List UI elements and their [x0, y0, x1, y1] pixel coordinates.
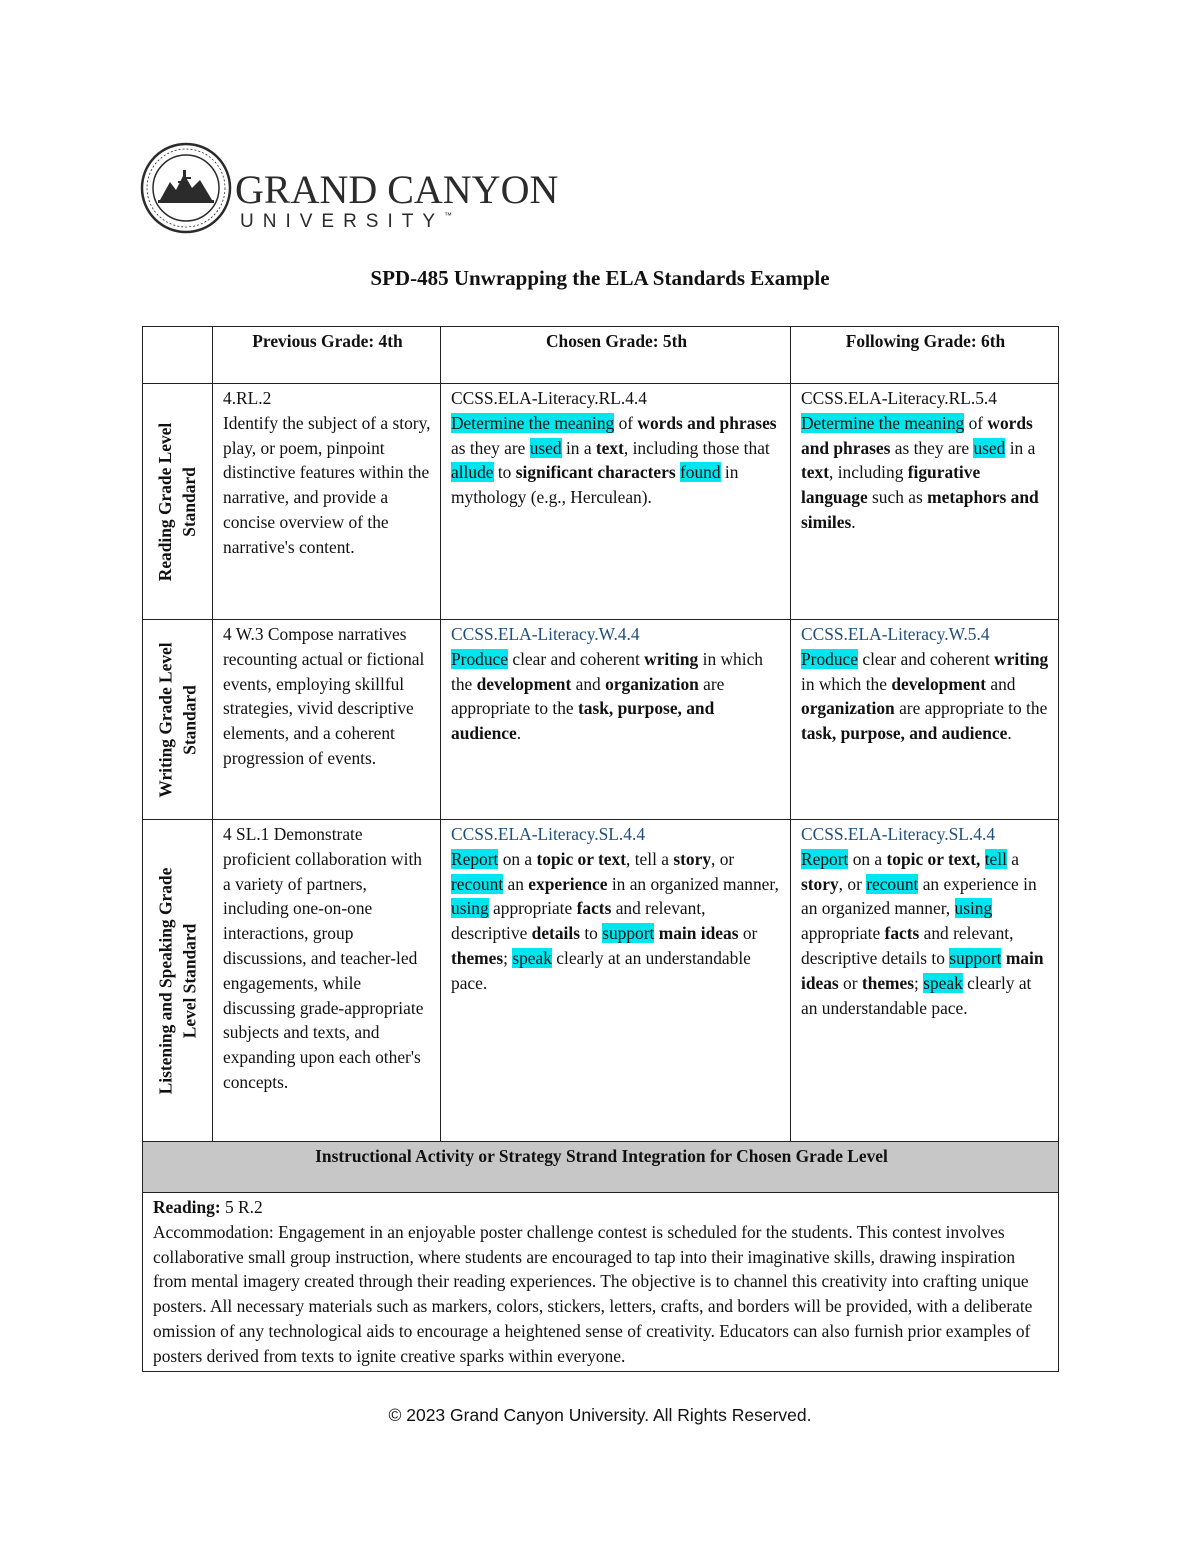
- verb-highlight: used: [973, 437, 1006, 458]
- university-seal-icon: [140, 142, 232, 234]
- verb-highlight: support: [602, 923, 655, 944]
- speaking-label-line1: Listening and Speaking Grade: [155, 867, 176, 1094]
- text-run: ;: [914, 972, 924, 993]
- text-run: , or: [838, 873, 867, 894]
- text-run: appropriate: [488, 898, 577, 919]
- verb-highlight: tell: [984, 848, 1007, 869]
- noun-bold: task, purpose, and audience: [451, 698, 715, 744]
- text-run: as they are: [890, 437, 974, 458]
- text-run: in an organized manner,: [607, 873, 779, 894]
- strand-label: Reading:: [153, 1197, 221, 1217]
- verb-highlight: allude: [451, 462, 494, 483]
- logo-wordmark-line1: GRAND CANYON: [235, 167, 559, 212]
- text-run: ;: [503, 947, 513, 968]
- reading-row: [143, 384, 1059, 620]
- noun-bold: experience: [528, 873, 608, 894]
- noun-bold: topic or text: [536, 848, 627, 869]
- text-run: or: [738, 923, 758, 944]
- text-run: a: [1006, 848, 1020, 869]
- noun-bold: details: [531, 923, 580, 944]
- strand-content-cell: [143, 1193, 1059, 1372]
- text-run: .: [851, 511, 856, 532]
- noun-bold: facts: [576, 898, 612, 919]
- reading-chosen-cell: [441, 384, 791, 620]
- verb-highlight: support: [949, 947, 1002, 968]
- text-run: in a: [1005, 437, 1036, 458]
- text-run: to: [493, 462, 516, 483]
- reading-following-cell: [791, 384, 1059, 620]
- reading-previous-text: Identify the subject of a story, play, or poem, pinpoint distinctive features within the narrative, and provide a concise overview of the narrative's content.: [223, 412, 431, 557]
- page-title: SPD-485 Unwrapping the ELA Standards Example: [370, 266, 830, 290]
- verb-highlight: using: [954, 898, 993, 919]
- verb-highlight: Report: [801, 848, 849, 869]
- reading-following-code: CCSS.ELA-Literacy.RL.5.4: [801, 388, 997, 408]
- noun-bold: topic or text,: [886, 848, 981, 869]
- noun-bold: main ideas: [801, 947, 1044, 993]
- text-run: are appropriate to the: [451, 673, 725, 719]
- noun-bold: significant characters: [515, 462, 676, 483]
- header-blank: [143, 327, 213, 384]
- verb-highlight: recount: [451, 873, 504, 894]
- noun-bold: themes: [861, 972, 915, 993]
- noun-bold: figurative language: [801, 462, 981, 508]
- strand-heading: Instructional Activity or Strategy Strand Integration for Chosen Grade Level: [143, 1142, 1059, 1193]
- verb-highlight: using: [451, 898, 489, 919]
- text-run: and: [571, 673, 606, 694]
- verb-highlight: found: [679, 462, 721, 483]
- verb-highlight: Determine the meaning: [801, 412, 965, 433]
- speaking-following-cell: [791, 820, 1059, 1142]
- noun-bold: facts: [884, 923, 920, 944]
- noun-bold: story: [801, 873, 839, 894]
- text-run: and relevant, descriptive: [451, 898, 706, 944]
- verb-highlight: Report: [451, 848, 499, 869]
- gcu-logo: [140, 142, 559, 234]
- text-run: such as: [867, 487, 928, 508]
- strand-content-row: [143, 1193, 1059, 1372]
- noun-bold: story: [673, 848, 712, 869]
- text-run: of: [964, 412, 988, 433]
- header-following-grade: Following Grade: 6th: [791, 327, 1059, 384]
- writing-label-line2: Standard: [179, 684, 200, 755]
- text-run: of: [614, 412, 638, 433]
- reading-chosen-code: CCSS.ELA-Literacy.RL.4.4: [451, 388, 647, 408]
- writing-chosen-cell: [441, 620, 791, 820]
- reading-label-line2: Standard: [179, 466, 200, 537]
- verb-highlight: Determine the meaning: [451, 412, 615, 433]
- writing-previous-cell: [213, 620, 441, 820]
- reading-row-label: [143, 384, 213, 620]
- text-run: as they are: [451, 437, 530, 458]
- text-run: appropriate: [801, 923, 885, 944]
- text-run: , including: [829, 462, 908, 483]
- text-run: on a: [498, 848, 537, 869]
- noun-bold: main ideas: [658, 923, 739, 944]
- speaking-row: [143, 820, 1059, 1142]
- text-run: and relevant, descriptive details to: [801, 923, 1014, 968]
- strand-heading-row: [143, 1142, 1059, 1193]
- noun-bold: development: [891, 673, 987, 694]
- strand-code: 5 R.2: [220, 1197, 263, 1217]
- text-run: , or: [711, 848, 735, 869]
- writing-following-code: CCSS.ELA-Literacy.W.5.4: [801, 624, 990, 644]
- trademark-symbol: ™: [444, 211, 453, 220]
- verb-highlight: Produce: [801, 648, 858, 669]
- writing-chosen-code: CCSS.ELA-Literacy.W.4.4: [451, 624, 640, 644]
- reading-previous-code: 4.RL.2: [223, 388, 272, 408]
- verb-highlight: speak: [923, 972, 963, 993]
- verb-highlight: recount: [866, 873, 919, 894]
- noun-bold: organization: [801, 698, 895, 719]
- text-run: to: [579, 923, 603, 944]
- noun-bold: words and phrases: [801, 412, 1033, 458]
- text-run: clearly at an understandable pace.: [451, 947, 751, 993]
- writing-label-line1: Writing Grade Level: [155, 641, 176, 798]
- writing-row-label: [143, 620, 213, 820]
- verb-highlight: Produce: [451, 648, 508, 669]
- writing-previous-text: 4 W.3 Compose narratives recounting actual or fictional events, employing skillful strategies, vivid descriptive elements, and a coherent progression of events.: [223, 624, 425, 768]
- text-run: an: [503, 873, 529, 894]
- text-run: , including those that: [623, 437, 770, 458]
- verb-highlight: speak: [512, 947, 552, 968]
- speaking-row-label: [143, 820, 213, 1142]
- header-previous-grade: Previous Grade: 4th: [213, 327, 441, 384]
- text-run: clear and coherent: [508, 648, 645, 669]
- text-run: clearly at an understandable pace.: [801, 972, 1032, 1018]
- speaking-chosen-cell: [441, 820, 791, 1142]
- text-run: in a: [561, 437, 596, 458]
- logo-wordmark-line2: [240, 212, 452, 231]
- text-run: .: [516, 723, 522, 744]
- text-run: an experience in an organized manner,: [801, 873, 1037, 919]
- text-run: or: [838, 972, 862, 993]
- speaking-following-code: CCSS.ELA-Literacy.SL.4.4: [801, 824, 996, 844]
- noun-bold: writing: [994, 648, 1049, 669]
- noun-bold: writing: [644, 648, 699, 669]
- header-chosen-grade: Chosen Grade: 5th: [441, 327, 791, 384]
- logo-line2-text: UNIVERSITY: [240, 211, 445, 232]
- speaking-previous-text: 4 SL.1 Demonstrate proficient collaboration with a variety of partners, including one-on-one interactions, group discussions, and teacher-led engagements, while discussing grade-appropriate subjects and texts, and expanding upon each other's concepts.: [223, 824, 424, 1092]
- strand-text: Accommodation: Engagement in an enjoyable poster challenge contest is scheduled for the students. This contest involves collaborative small group instruction, where students are encouraged to tap into their imaginative skills, drawing inspiration from mental imagery created through their reading experiences. The objective is to channel this creativity into crafting unique posters. All necessary materials such as markers, colors, stickers, letters, crafts, and borders will be provided, with a deliberate omission of any technological aids to encourage a heightened sense of creativity. Educators can also furnish prior examples of posters derived from texts to ignite creative sparks within everyone.: [153, 1221, 1033, 1366]
- copyright-footer: © 2023 Grand Canyon University. All Rights Reserved.: [388, 1405, 812, 1425]
- noun-bold: metaphors and similes: [801, 487, 1039, 532]
- text-run: , tell a: [626, 848, 674, 869]
- standards-table: [142, 326, 1059, 1372]
- reading-previous-cell: [213, 384, 441, 620]
- text-run: in mythology (e.g., Herculean).: [451, 462, 739, 508]
- text-run: in which the: [451, 648, 763, 694]
- verb-highlight: used: [529, 437, 562, 458]
- text-run: clear and coherent: [858, 648, 995, 669]
- speaking-label-line2: Level Standard: [179, 923, 200, 1038]
- noun-bold: text: [801, 462, 829, 483]
- text-run: on a: [848, 848, 887, 869]
- text-run: .: [1007, 723, 1012, 744]
- speaking-chosen-code: CCSS.ELA-Literacy.SL.4.4: [451, 824, 646, 844]
- table-header-row: [143, 327, 1059, 384]
- reading-label-line1: Reading Grade Level: [155, 422, 176, 581]
- noun-bold: text: [595, 437, 624, 458]
- noun-bold: organization: [605, 673, 699, 694]
- writing-row: [143, 620, 1059, 820]
- text-run: in which the: [801, 673, 892, 694]
- speaking-previous-cell: [213, 820, 441, 1142]
- text-run: are appropriate to the: [894, 698, 1048, 719]
- text-run: and: [986, 673, 1016, 694]
- writing-following-cell: [791, 620, 1059, 820]
- noun-bold: words and phrases: [637, 412, 777, 433]
- noun-bold: task, purpose, and audience: [801, 723, 1008, 744]
- noun-bold: development: [476, 673, 572, 694]
- noun-bold: themes: [451, 947, 504, 968]
